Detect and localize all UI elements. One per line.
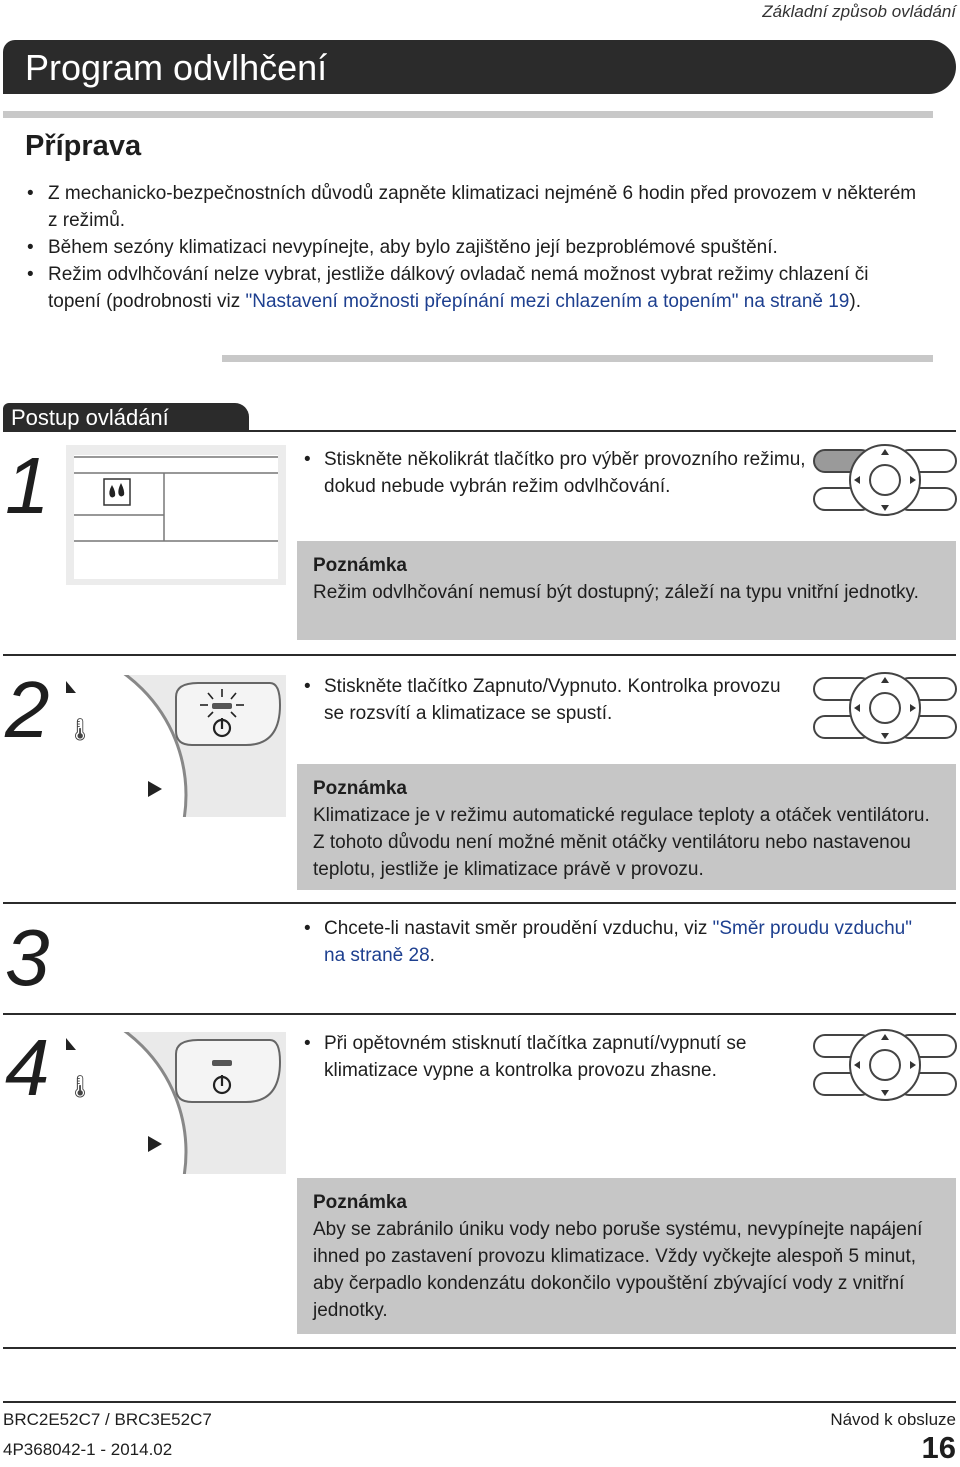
step-divider bbox=[3, 902, 956, 904]
step-1-number: 1 bbox=[5, 441, 50, 530]
step-4-text: • Při opětovném stisknutí tlačítka zapnutí/vypnutí se klimatizace vypne a kontrolka provozu zhasne. bbox=[300, 1030, 834, 1084]
prep-bullet-3-text: Režim odvlhčování nelze vybrat, jestliže dálkový ovladač nemá možnost vybrat režimy chlazení či topení (podrobnosti viz bbox=[48, 264, 869, 312]
svg-text:🌡: 🌡 bbox=[66, 1075, 94, 1100]
footer-doc-code: 4P368042-1 - 2014.02 bbox=[3, 1440, 173, 1459]
step-2-text: • Stiskněte tlačítko Zapnuto/Vypnuto. Kontrolka provozu se rozsvítí a klimatizace se spustí. bbox=[300, 673, 794, 727]
prep-bullet-list bbox=[25, 180, 925, 315]
footer-manual: Návod k obsluze bbox=[830, 1410, 956, 1429]
prep-bullet-2: • Během sezóny klimatizaci nevypínejte, aby bylo zajištěno její bezproblémové spuštění. bbox=[25, 234, 925, 261]
step-4-number: 4 bbox=[5, 1023, 50, 1112]
divider bbox=[222, 355, 933, 362]
mode-button-remote-illustration bbox=[812, 442, 958, 518]
step-divider bbox=[3, 1347, 956, 1349]
step-1-text: • Stiskněte několikrát tlačítko pro výběr provozního režimu, dokud nebude vybrán režim odvlhčování. bbox=[300, 446, 834, 500]
procedure-rule bbox=[3, 430, 956, 432]
step-1-note bbox=[297, 541, 956, 640]
note-title: Poznámka bbox=[313, 555, 407, 576]
page-title: Program odvlhčení bbox=[25, 47, 328, 88]
lcd-display-illustration bbox=[66, 445, 286, 585]
page-section-title: Základní způsob ovládání bbox=[762, 2, 956, 21]
note-text: Režim odvlhčování nemusí být dostupný; záleží na typu vnitřní jednotky. bbox=[313, 582, 919, 603]
step-3-number: 3 bbox=[5, 913, 50, 1002]
step-3-text-end: . bbox=[429, 945, 435, 966]
footer-rule bbox=[3, 1401, 956, 1403]
airflow-direction-link[interactable]: "Směr proudu vzduchu" na straně 28 bbox=[324, 918, 912, 966]
prep-heading: Příprava bbox=[25, 130, 142, 162]
procedure-heading: Postup ovládání bbox=[11, 405, 169, 430]
step-3-text-start: Chcete-li nastavit směr proudění vzduchu, viz bbox=[324, 918, 713, 939]
footer-model: BRC2E52C7 / BRC3E52C7 bbox=[3, 1410, 212, 1429]
step-2-note bbox=[297, 764, 956, 890]
prep-bullet-1: • Z mechanicko-bezpečnostních důvodů zapněte klimatizaci nejméně 6 hodin před provozem v některém z režimů. bbox=[25, 180, 925, 234]
note-title: Poznámka bbox=[313, 1192, 407, 1213]
on-off-button-illustration-lit bbox=[66, 675, 286, 817]
on-off-button-icon bbox=[176, 1040, 280, 1102]
on-off-button-illustration-off bbox=[66, 1032, 286, 1174]
on-off-button-icon bbox=[176, 683, 280, 745]
note-text: Klimatizace je v režimu automatické regulace teploty a otáček ventilátoru. Z tohoto důvodu není možné měnit otáčky ventilátoru nebo nastavenou teplotu, jestliže je klimatizace právě v provozu. bbox=[313, 805, 930, 880]
divider bbox=[3, 111, 933, 118]
cooling-heating-link[interactable]: "Nastavení možnosti přepínání mezi chlazením a topením" na straně 19 bbox=[245, 291, 850, 312]
page-number: 16 bbox=[921, 1430, 956, 1465]
title-bar bbox=[3, 40, 956, 94]
note-text: Aby se zabránilo úniku vody nebo poruše systému, nevypínejte napájení ihned po zastavení provozu klimatizace. Vždy vyčkejte alespoň 5 minut, aby čerpadlo kondenzátu dokončilo vypouštění zbývající vody z vnitřní jednotky. bbox=[313, 1219, 923, 1321]
remote-buttons-illustration bbox=[812, 1027, 958, 1103]
svg-text:🌡: 🌡 bbox=[66, 718, 94, 743]
step-2-number: 2 bbox=[5, 665, 50, 754]
remote-buttons-illustration bbox=[812, 670, 958, 746]
final-note bbox=[297, 1178, 956, 1334]
note-title: Poznámka bbox=[313, 778, 407, 799]
step-3-text bbox=[300, 915, 924, 969]
procedure-tab bbox=[3, 403, 249, 432]
step-divider bbox=[3, 654, 956, 656]
prep-bullet-3 bbox=[25, 261, 925, 315]
step-divider bbox=[3, 1013, 956, 1015]
prep-bullet-3-end: ). bbox=[849, 291, 861, 312]
